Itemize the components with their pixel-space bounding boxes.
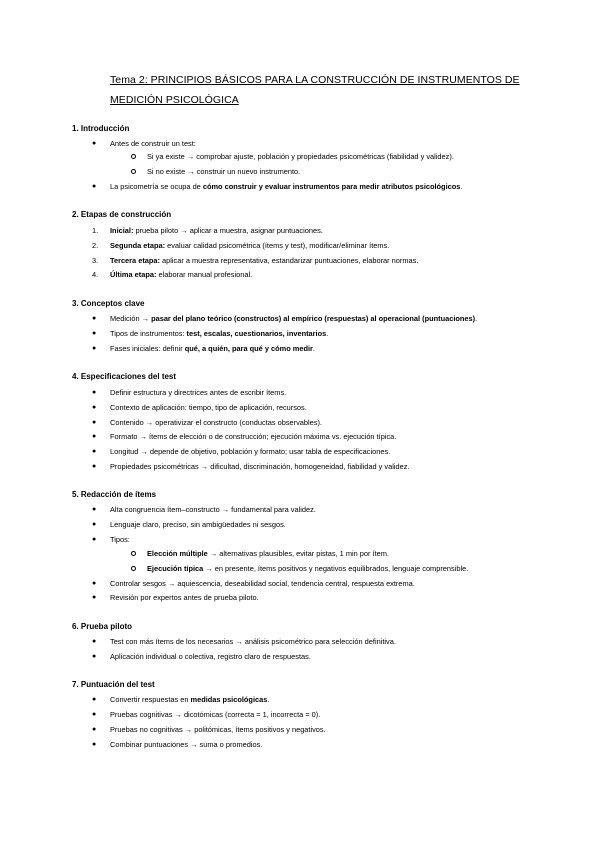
list-item: Tipos: xyxy=(110,535,130,544)
hollow-bullet-icon xyxy=(131,169,136,174)
list-item: Combinar puntuaciones → suma o promedios. xyxy=(110,740,263,749)
bullet-icon: ● xyxy=(92,448,97,455)
list-item: Alta congruencia ítem–constructo → fundamental para validez. xyxy=(110,505,316,514)
section-heading-conceptos: 3. Conceptos clave xyxy=(72,299,145,308)
bullet-icon: ● xyxy=(92,315,97,322)
list-item: Formato → ítems de elección o de construcción; ejecución máxima vs. ejecución típica. xyxy=(110,432,397,441)
list-item: Segunda etapa: evaluar calidad psicométrica (ítems y test), modificar/eliminar ítems. xyxy=(110,241,390,250)
sub-list-item: Si ya existe → comprobar ajuste, población y propiedades psicométricas (fiabilidad y validez). xyxy=(147,152,454,161)
bullet-icon: ● xyxy=(92,345,97,352)
bullet-icon: ● xyxy=(92,183,97,190)
section-heading-prueba-piloto: 6. Prueba piloto xyxy=(72,622,133,631)
list-item: Antes de construir un test: xyxy=(110,139,196,148)
bullet-icon: ● xyxy=(92,711,97,718)
sub-list-item: Si no existe → construir un nuevo instrumento. xyxy=(147,167,301,176)
bullet-icon: ● xyxy=(92,140,97,147)
bullet-icon: ● xyxy=(92,419,97,426)
list-item: Aplicación individual o colectiva, registro claro de respuestas. xyxy=(110,652,311,661)
bullet-icon: ● xyxy=(92,638,97,645)
bullet-icon: ● xyxy=(92,506,97,513)
list-item: Contexto de aplicación: tiempo, tipo de aplicación, recursos. xyxy=(110,403,307,412)
bullet-icon: ● xyxy=(92,580,97,587)
bullet-icon: ● xyxy=(92,726,97,733)
bullet-icon: ● xyxy=(92,741,97,748)
bullet-icon: ● xyxy=(92,463,97,470)
list-item: Propiedades psicométricas → dificultad, discriminación, homogeneidad, fiabilidad y validez. xyxy=(110,462,410,471)
list-item: Revisión por expertos antes de prueba piloto. xyxy=(110,593,259,602)
hollow-bullet-icon xyxy=(131,551,136,556)
bullet-icon: ● xyxy=(92,433,97,440)
list-item: La psicometría se ocupa de cómo construir y evaluar instrumentos para medir atributos psicológicos. xyxy=(110,182,463,191)
section-heading-puntuacion: 7. Puntuación del test xyxy=(72,680,155,689)
bullet-icon: ● xyxy=(92,696,97,703)
bullet-icon: ● xyxy=(92,404,97,411)
list-item: Tipos de instrumentos: test, escalas, cuestionarios, inventarios. xyxy=(110,329,329,338)
list-item: Pruebas no cognitivas → politómicas, ítems positivos y negativos. xyxy=(110,725,326,734)
list-item: Test con más ítems de los necesarios → análisis psicométrico para selección definitiva. xyxy=(110,637,396,646)
list-item: Fases iniciales: definir qué, a quién, para qué y cómo medir. xyxy=(110,344,315,353)
hollow-bullet-icon xyxy=(131,566,136,571)
section-heading-introduccion: 1. Introducción xyxy=(72,124,130,133)
document-title: Tema 2: PRINCIPIOS BÁSICOS PARA LA CONSTRUCCIÓN DE INSTRUMENTOS DE MEDICIÓN PSICOLÓGICA xyxy=(110,74,520,106)
list-item: Inicial: prueba piloto → aplicar a muestra, asignar puntuaciones. xyxy=(110,226,323,235)
bullet-icon: ● xyxy=(92,330,97,337)
bullet-icon: ● xyxy=(92,389,97,396)
list-item: Contenido → operativizar el constructo (conductas observables). xyxy=(110,418,322,427)
list-number: 3. xyxy=(92,256,99,265)
list-item: Longitud → depende de objetivo, población y formato; usar tabla de especificaciones. xyxy=(110,447,391,456)
section-heading-especificaciones: 4. Especificaciones del test xyxy=(72,372,177,381)
list-number: 1. xyxy=(92,226,99,235)
list-number: 2. xyxy=(92,241,99,250)
list-item: Definir estructura y directrices antes de escribir ítems. xyxy=(110,388,287,397)
list-item: Lenguaje claro, preciso, sin ambigüedades ni sesgos. xyxy=(110,520,286,529)
list-item: Última etapa: elaborar manual profesional. xyxy=(110,270,253,279)
list-item: Pruebas cognitivas → dicotómicas (correcta = 1, incorrecta = 0). xyxy=(110,710,321,719)
bullet-icon: ● xyxy=(92,521,97,528)
list-item: Tercera etapa: aplicar a muestra representativa, estandarizar puntuaciones, elaborar normas. xyxy=(110,256,419,265)
hollow-bullet-icon xyxy=(131,154,136,159)
bullet-icon: ● xyxy=(92,594,97,601)
list-number: 4. xyxy=(92,270,99,279)
list-item: Controlar sesgos → aquiescencia, deseabilidad social, tendencia central, respuesta extrema. xyxy=(110,579,415,588)
bullet-icon: ● xyxy=(92,653,97,660)
section-heading-redaccion: 5. Redacción de ítems xyxy=(72,490,157,499)
list-item: Convertir respuestas en medidas psicológicas. xyxy=(110,695,270,704)
section-heading-etapas: 2. Etapas de construcción xyxy=(72,210,172,219)
bullet-icon: ● xyxy=(92,536,97,543)
sub-list-item: Elección múltiple → alternativas plausibles, evitar pistas, 1 min por ítem. xyxy=(147,549,389,558)
list-item: Medición → pasar del plano teórico (constructos) al empírico (respuestas) al operacional (puntuaciones). xyxy=(110,314,478,323)
sub-list-item: Ejecución típica → en presente, ítems positivos y negativos equilibrados, lenguaje comprensible. xyxy=(147,564,469,573)
